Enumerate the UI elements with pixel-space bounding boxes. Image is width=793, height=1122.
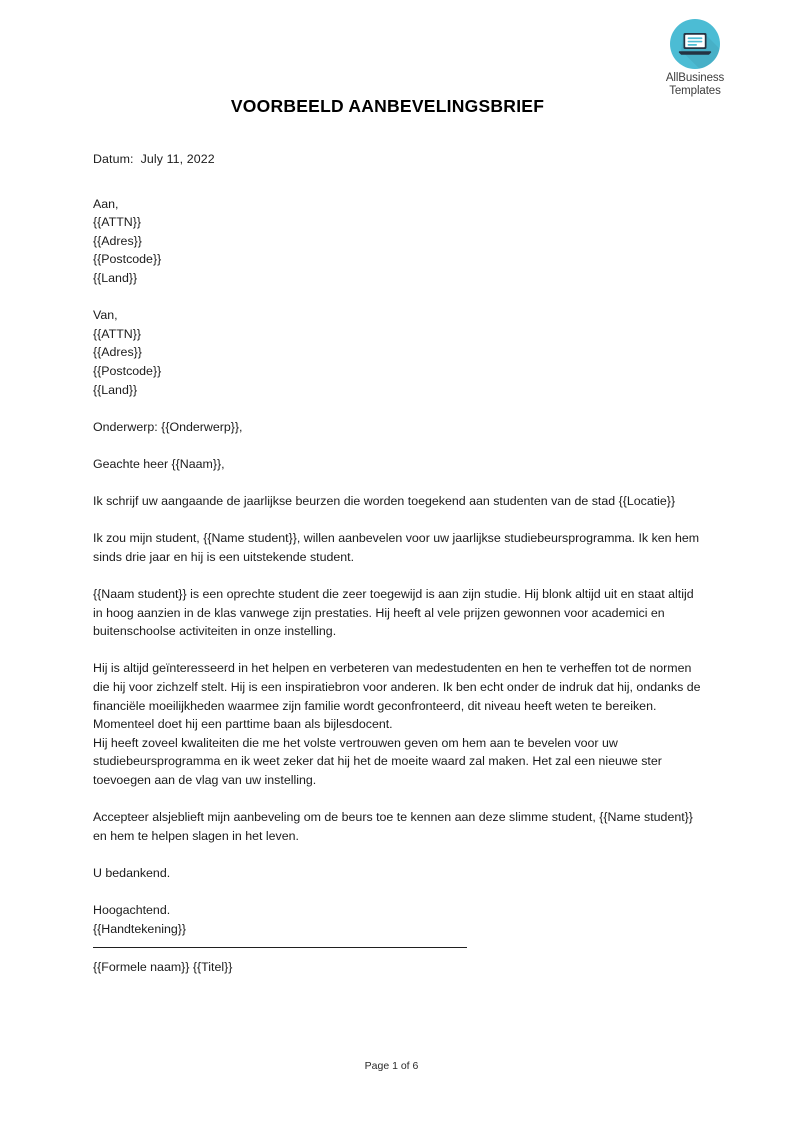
body-paragraph: Ik zou mijn student, {{Name student}}, willen aanbevelen voor uw jaarlijkse studiebeursprogramma. Ik ken hem sinds drie jaar en hij is een uitstekende student. bbox=[93, 531, 700, 564]
logo-line-1: AllBusiness bbox=[665, 72, 725, 84]
signature-placeholder: {{Handtekening}} bbox=[93, 921, 187, 936]
date-line: Datum: July 11, 2022 bbox=[93, 152, 215, 166]
body-paragraph: Hij is altijd geïnteresseerd in het helpen en verbeteren van medestudenten en hen te verheffen tot de normen die hij voor zichzelf stelt. Hij is een inspiratiebron voor anderen. Ik ben echt onder de indruk dat hij, ondanks de financiële moeilijkheden waarmee zijn familie wordt geconfronteerd, dit niveau heeft weten te bereiken. Momenteel doet hij een parttime baan als bijlesdocent. bbox=[93, 661, 701, 732]
spacer bbox=[93, 883, 703, 902]
recipient-line: {{Postcode}} bbox=[93, 252, 162, 267]
logo-wordmark bbox=[645, 72, 745, 98]
spacer bbox=[93, 399, 703, 418]
spacer bbox=[93, 436, 703, 455]
spacer bbox=[93, 288, 703, 307]
subject-line: Onderwerp: {{Onderwerp}}, bbox=[93, 419, 243, 434]
signature-rule bbox=[93, 947, 467, 948]
recipient-block bbox=[93, 195, 703, 288]
spacer bbox=[93, 566, 703, 585]
page-footer: Page 1 of 6 bbox=[364, 1060, 419, 1072]
sender-block bbox=[93, 306, 703, 399]
sender-line: Van, bbox=[93, 308, 118, 323]
spacer bbox=[93, 641, 703, 660]
letter-body bbox=[93, 150, 703, 977]
body-paragraph: Hij heeft zoveel kwaliteiten die me het volste vertrouwen geven om hem aan te bevelen voor uw studiebeursprogramma en ik weet zeker dat hij het de moeite waard zal maken. Het zal een nieuwe ster toevoegen aan de vlag van uw instelling. bbox=[93, 735, 662, 787]
recipient-line: {{Land}} bbox=[93, 270, 138, 285]
closing-line: Hoogachtend. bbox=[93, 903, 171, 918]
recipient-line: Aan, bbox=[93, 196, 119, 211]
sender-line: {{ATTN}} bbox=[93, 326, 141, 341]
salutation-line: Geachte heer {{Naam}}, bbox=[93, 456, 225, 471]
spacer bbox=[93, 474, 703, 493]
page-title: VOORBEELD AANBEVELINGSBRIEF bbox=[230, 96, 545, 116]
body-paragraph: Ik schrijf uw aangaande de jaarlijkse beurzen die worden toegekend aan studenten van de stad {{Locatie}} bbox=[93, 494, 676, 509]
recipient-line: {{Adres}} bbox=[93, 233, 142, 248]
thanks-line: U bedankend. bbox=[93, 865, 171, 880]
recipient-line: {{ATTN}} bbox=[93, 215, 141, 230]
signer-name-title: {{Formele naam}} {{Titel}} bbox=[93, 960, 233, 975]
body-paragraph: Accepteer alsjeblieft mijn aanbeveling om de beurs toe te kennen aan deze slimme student, {{Name student}} en hem te helpen slagen in het leven. bbox=[93, 810, 693, 843]
allbusiness-templates-logo bbox=[645, 18, 745, 98]
body-paragraph: {{Naam student}} is een oprechte student die zeer toegewijd is aan zijn studie. Hij blonk altijd uit en staat altijd in hoog aanzien in de klas vanwege zijn prestaties. Hij heeft al vele prijzen gewonnen voor academici en buitenschoolse activiteiten in onze instelling. bbox=[93, 587, 694, 639]
sender-line: {{Postcode}} bbox=[93, 363, 162, 378]
spacer bbox=[93, 169, 703, 195]
logo-line-2: Templates bbox=[669, 85, 721, 97]
spacer bbox=[93, 511, 703, 530]
sender-line: {{Land}} bbox=[93, 382, 138, 397]
sender-line: {{Adres}} bbox=[93, 345, 142, 360]
spacer bbox=[93, 845, 703, 864]
spacer bbox=[93, 790, 703, 809]
laptop-in-circle-icon bbox=[669, 18, 721, 70]
